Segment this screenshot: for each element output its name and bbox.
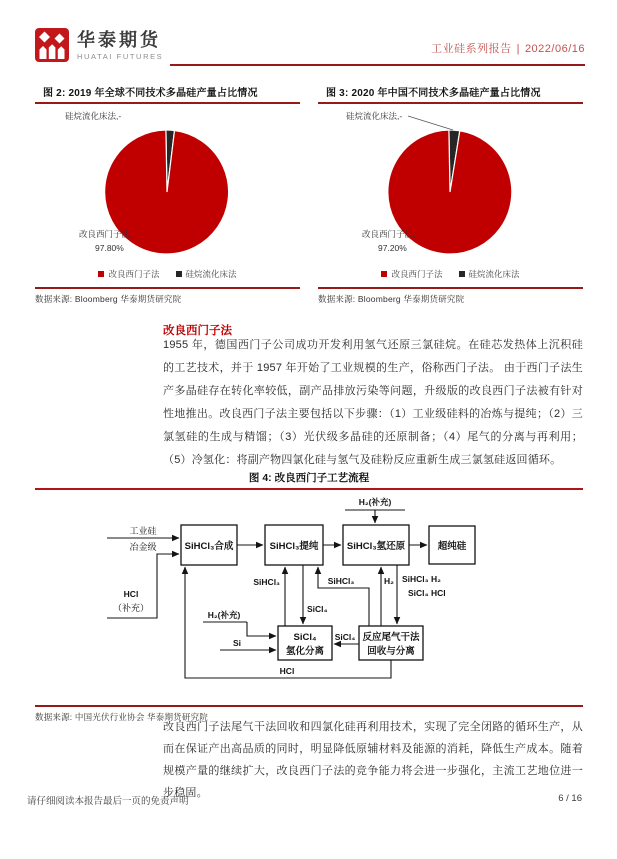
report-series-label: 工业硅系列报告 [431,43,512,55]
chart-legend [35,268,300,280]
legend-item [381,268,442,280]
report-series-and-date [431,40,585,56]
page-number: 6 / 16 [558,793,582,804]
input-silicon-label-1: 工业硅 [129,526,157,536]
chart-bottom-rule [318,287,583,289]
legend-swatch-dark [459,271,465,277]
pie-chart-2019-global [35,104,300,256]
box-offgas-label-2: 回收与分离 [367,646,415,657]
legend-label: 硅烷流化床法 [185,269,237,279]
header-separator: | [516,43,520,55]
legend-swatch-dark [176,271,182,277]
input-si-label: Si [232,638,242,648]
callout-leader-line [408,116,453,130]
closing-paragraph: 改良西门子法尾气干法回收和四氯化硅再利用技术，实现了完全闭路的循环生产，从而在保证产出高品质的同时，明显降低原辅材料及能源的消耗，降低生产成本。随着规模产量的继续扩大，改良西门子法的竞争能力将会进一步强化，主流工艺地位进一步稳固。 [163,721,583,799]
stream-sicl4-return-label: SiCl₄ [334,632,356,642]
input-silicon-label-2: 冶金级 [129,542,157,552]
stream-offgas-label-1: SiHCl₃ H₂ [402,574,441,584]
stream-sicl4-down-label: SiCl₄ [307,604,328,614]
box-offgas-label-1: 反应尾气干法 [362,632,420,643]
big-slice-value: 97.20% [378,243,407,253]
big-slice-label: 改良西门子法, [79,229,133,239]
box-hydrogenation-label-2: 氢化分离 [285,646,325,657]
input-h2-top-label: H₂(补充) [358,497,392,507]
legend-label: 改良西门子法 [108,269,160,279]
legend-item [459,268,520,280]
siemens-process-flow-diagram [35,492,583,704]
figure-2-title: 图 2: 2019 年全球不同技术多晶硅产量占比情况 [35,82,300,104]
figure-2 [35,82,300,305]
section-heading: 改良西门子法 [163,325,232,337]
legend-swatch-red [381,271,387,277]
legend-label: 硅烷流化床法 [468,269,520,279]
input-hcl-label-1: HCl [123,589,139,599]
header-rule [170,64,585,66]
box-product-label: 超纯硅 [437,541,467,552]
box-reduction-label: SiHCl₃氢还原 [346,541,406,552]
logo-name-en: HUATAI FUTURES [77,51,164,61]
figure-3-source: 数据来源: Bloomberg 华泰期货研究院 [318,294,465,304]
figure-4-bottom-rule [35,705,583,707]
legend-item [98,268,159,280]
charts-row [35,82,583,305]
stream-sihcl3-left-label: SiHCl₃ [253,577,280,587]
figure-3 [318,82,583,305]
chart-legend [318,268,583,280]
disclaimer-note: 请仔细阅读本报告最后一页的免责声明 [27,796,189,807]
box-synthesis-label: SiHCl₃合成 [184,541,234,552]
report-date: 2022/06/16 [524,43,585,55]
legend-label: 改良西门子法 [391,269,443,279]
logo-name-cn: 华泰期货 [77,29,161,50]
figure-4-source: 数据来源: 中国光伏行业协会 华泰期货研究院 [35,712,208,722]
stream-hcl-return-label: HCl [279,666,295,676]
small-slice-label: 硅烷流化床法,- [65,111,122,121]
big-slice-value: 97.80% [95,243,124,253]
huatai-logo [35,28,163,62]
figure-2-source: 数据来源: Bloomberg 华泰期货研究院 [35,294,182,304]
figure-4-title: 图 4: 改良西门子工艺流程 [35,470,583,490]
big-slice-label: 改良西门子法, [362,229,416,239]
huatai-logo-icon [35,28,69,62]
box-purification-label: SiHCl₃提纯 [269,541,319,552]
small-slice-label: 硅烷流化床法,- [346,111,403,121]
legend-item [176,268,237,280]
logo-text [77,30,163,61]
figure-4 [35,470,583,723]
stream-offgas-label-2: SiCl₄ HCl [408,588,446,598]
section-paragraph: 1955 年，德国西门子公司成功开发利用氢气还原三氯硅烷。在硅芯发热体上沉积硅的工艺技术，并于 1957 年开始了工业规模的生产，俗称西门子法。 由于西门子法生产多晶硅存在转化率较低，副产品排放污染等问题，升级版的改良西门子法被有针对性地推出。改良西门子法主要包括以下步骤：（1）工业级硅料的冶炼与提纯；（2）三氯氢硅的生成与精馏；（3）光伏级多晶硅的还原制备；（4）尾气的分离与再利用；（5）冷氢化：将副产物四氯化硅与氢气及硅粉反应重新生成三氯氢硅返回循环。 [163,339,583,466]
stream-sihcl3-right-label: SiHCl₃ [327,576,355,586]
chart-bottom-rule [35,287,300,289]
box-hydrogenation-label-1: SiCl₄ [293,632,317,643]
legend-swatch-red [98,271,104,277]
input-hcl-label-2: （补充） [112,603,150,613]
figure-3-title: 图 3: 2020 年中国不同技术多晶硅产量占比情况 [318,82,583,104]
pie-chart-2020-china [318,104,583,256]
input-h2-mid-label: H₂(补充) [207,610,241,620]
stream-h2-up-label: H₂ [384,576,394,586]
